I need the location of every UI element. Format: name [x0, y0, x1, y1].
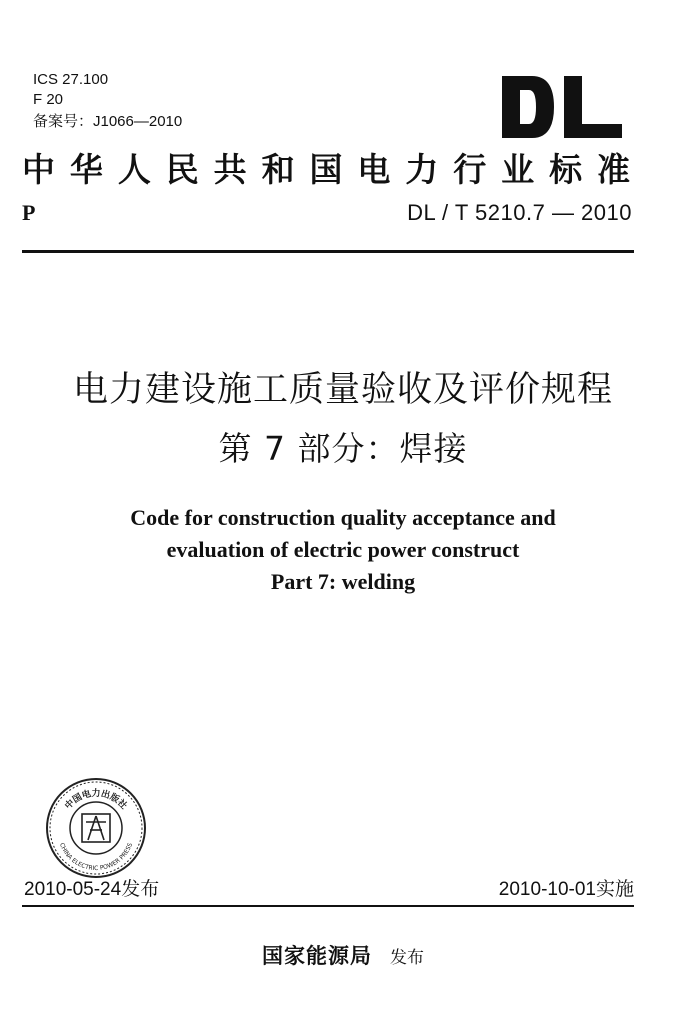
issuer-action: 发布	[390, 948, 424, 968]
issuer-name: 国家能源局	[262, 944, 372, 968]
standard-number: DL / T 5210.7 — 2010	[407, 200, 632, 225]
title-english-line-1: Code for construction quality acceptance and	[130, 505, 556, 530]
publisher-seal-icon	[44, 776, 148, 880]
category-letter: P	[22, 200, 36, 225]
issue-date: 2010-05-24发布	[24, 879, 160, 900]
industry-standard-banner: 中华人民共和国电力行业标准	[22, 150, 632, 189]
ics-code: ICS 27.100	[33, 71, 109, 88]
title-chinese: 电力建设施工质量验收及评价规程	[72, 370, 613, 410]
header-rule	[22, 250, 634, 253]
title-english-line-2: evaluation of electric power construct	[166, 537, 520, 562]
seal-top-text: 中国电力出版社	[63, 789, 129, 812]
implementation-date: 2010-10-01实施	[498, 879, 634, 900]
title-english-line-3: Part 7: welding	[270, 569, 416, 594]
logo-letter-d	[502, 76, 554, 138]
footer-rule	[22, 905, 634, 907]
subtitle-chinese: 第 7 部分：焊接	[218, 429, 468, 468]
dl-logo	[500, 72, 624, 142]
seal-bottom-text: CHINA ELECTRIC POWER PRESS	[57, 841, 135, 873]
classification-code: F 20	[33, 91, 64, 108]
pylon-icon	[82, 814, 110, 842]
filing-number: 备案号：J1066—2010	[33, 113, 183, 130]
logo-letter-l	[564, 76, 622, 138]
issuer-line	[0, 942, 686, 972]
